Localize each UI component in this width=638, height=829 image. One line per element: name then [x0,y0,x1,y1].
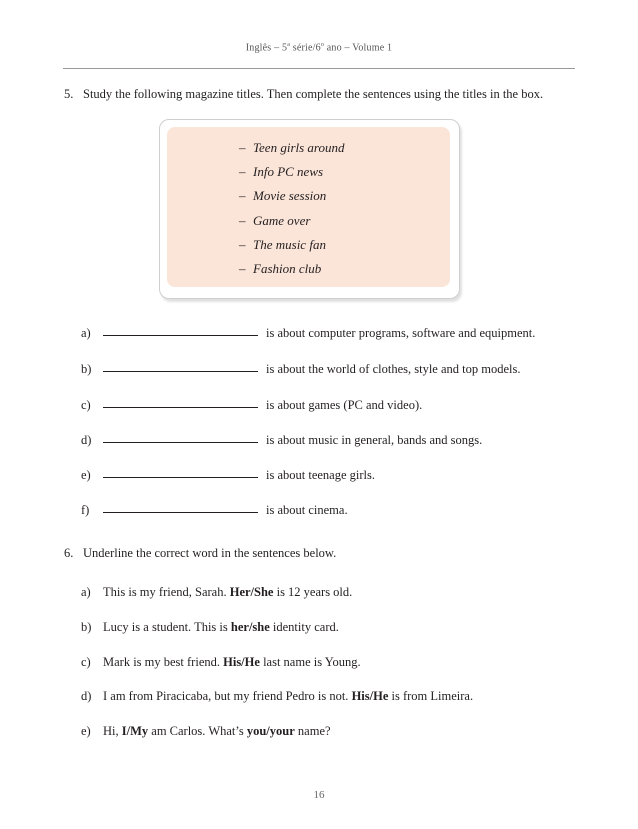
question-5-instruction: 5. Study the following magazine titles. Then complete the sentences using the titles in the box. [64,87,544,101]
choice-words[interactable]: His/He [223,655,260,669]
list-item: – Movie session [239,188,327,204]
fill-in-item-a: a) is about computer programs, software and equipment. [81,326,536,340]
answer-blank[interactable] [103,397,258,408]
page-number: 16 [313,789,325,801]
answer-blank[interactable] [103,432,258,443]
choice-words[interactable]: His/He [351,689,389,703]
sentence-item-a: a) This is my friend, Sarah. Her/She is 12 years old. [81,585,353,599]
answer-blank[interactable] [103,325,258,336]
header-divider [63,68,575,69]
fill-in-item-e: e) is about teenage girls. [81,468,375,482]
fill-in-item-d: d) is about music in general, bands and songs. [81,433,483,447]
fill-in-item-b: b) is about the world of clothes, style and top models. [81,362,521,376]
sentence-item-b: b) Lucy is a student. This is her/she identity card. [81,620,339,634]
sentence-item-e: e) Hi, I/My am Carlos. What’s you/your name? [81,724,331,738]
choice-words[interactable]: Her/She [229,585,274,599]
answer-blank[interactable] [103,467,258,478]
list-item: – Fashion club [239,260,322,276]
choice-words[interactable]: you/your [246,724,295,738]
fill-in-item-c: c) is about games (PC and video). [81,398,423,412]
sentence-item-c: c) Mark is my best friend. His/He last name is Young. [81,655,361,669]
answer-blank[interactable] [103,361,258,372]
question-6-instruction: 6. Underline the correct word in the sentences below. [64,546,337,560]
list-item: – Teen girls around [239,140,345,155]
list-item: – Game over [239,212,311,228]
page-header: Inglês – 5$^a$ série/6$^o$ ano – Volume 1 [245,42,393,54]
answer-blank[interactable] [103,502,258,513]
list-item: – Info PC news [239,164,324,180]
sentence-item-d: d) I am from Piracicaba, but my friend Pedro is not. His/He is from Limeira. [81,689,474,703]
choice-words[interactable]: her/she [230,620,270,634]
choice-words[interactable]: I/My [121,724,149,738]
fill-in-item-f: f) is about cinema. [81,503,348,517]
magazine-titles-list [239,139,345,284]
list-item: – The music fan [239,236,326,252]
